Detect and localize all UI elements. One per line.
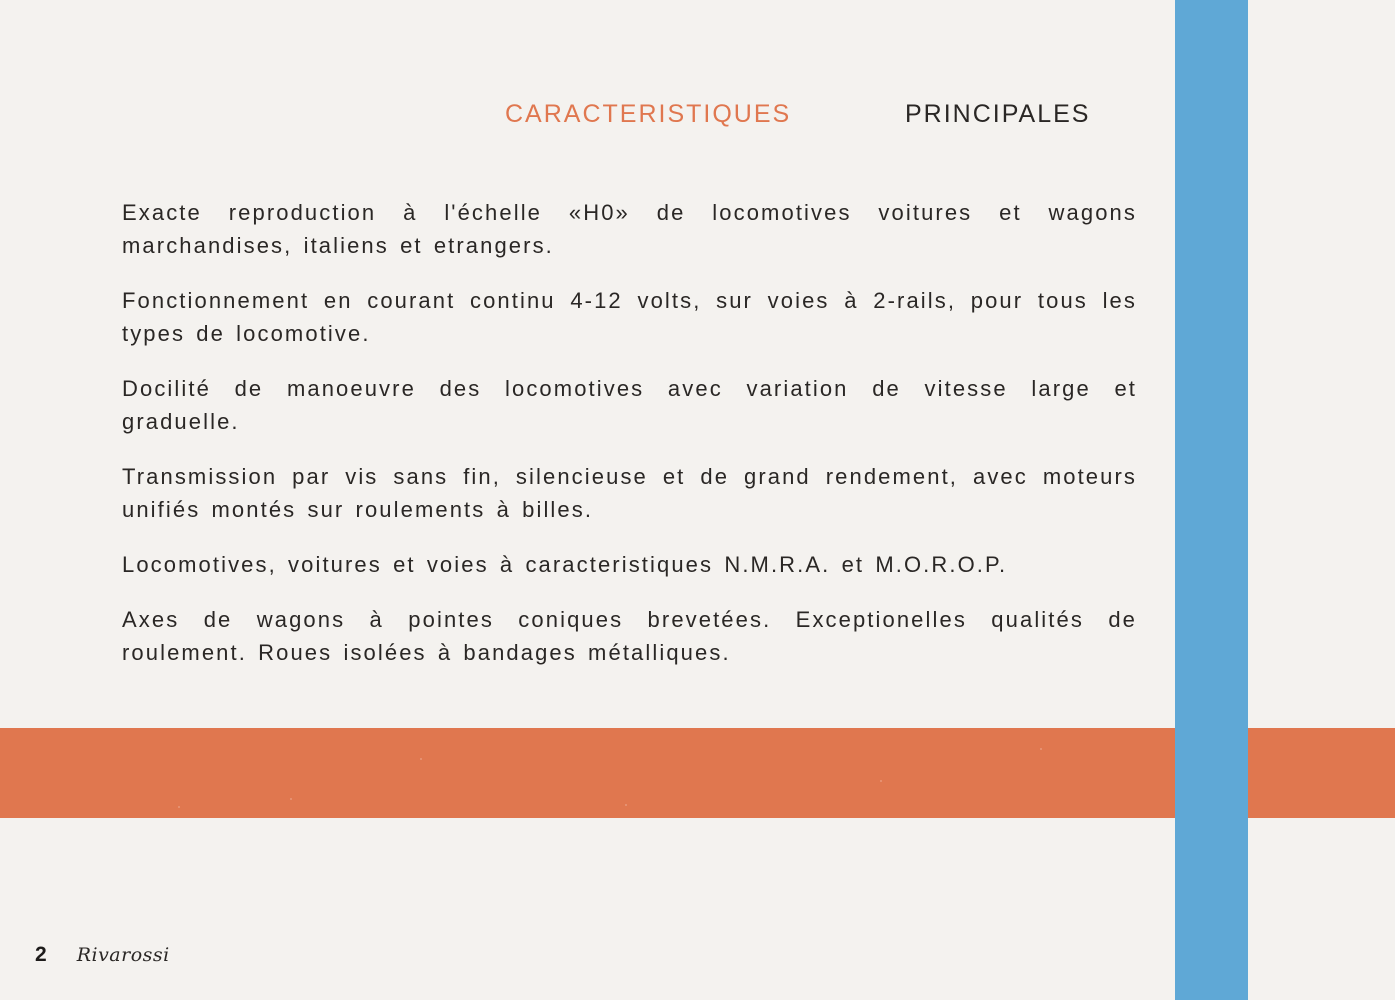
feature-paragraph: Exacte reproduction à l'échelle «H0» de locomotives voitures et wagons marchandises, italiens et etrangers.	[122, 200, 1137, 258]
heading-word-principales: PRINCIPALES	[905, 100, 1091, 128]
page-footer	[35, 938, 170, 972]
page-number: 2	[35, 943, 47, 966]
feature-paragraph: Fonctionnement en courant continu 4-12 volts, sur voies à 2-rails, pour tous les types de locomotive.	[122, 288, 1137, 346]
blue-decorative-stripe	[1175, 0, 1248, 1000]
feature-paragraph: Locomotives, voitures et voies à caracteristiques N.M.R.A. et M.O.R.O.P.	[122, 552, 1008, 577]
section-heading	[505, 100, 1145, 129]
feature-paragraph: Axes de wagons à pointes coniques brevetées. Exceptionelles qualités de roulement. Roues isolées à bandages métalliques.	[122, 607, 1137, 665]
feature-paragraph: Transmission par vis sans fin, silencieuse et de grand rendement, avec moteurs unifiés montés sur roulements à billes.	[122, 464, 1137, 522]
feature-paragraph: Docilité de manoeuvre des locomotives avec variation de vitesse large et graduelle.	[122, 376, 1137, 434]
heading-word-caracteristiques: CARACTERISTIQUES	[505, 100, 792, 128]
features-list	[122, 196, 1137, 691]
brand-logo: Rivarossi	[76, 944, 170, 966]
